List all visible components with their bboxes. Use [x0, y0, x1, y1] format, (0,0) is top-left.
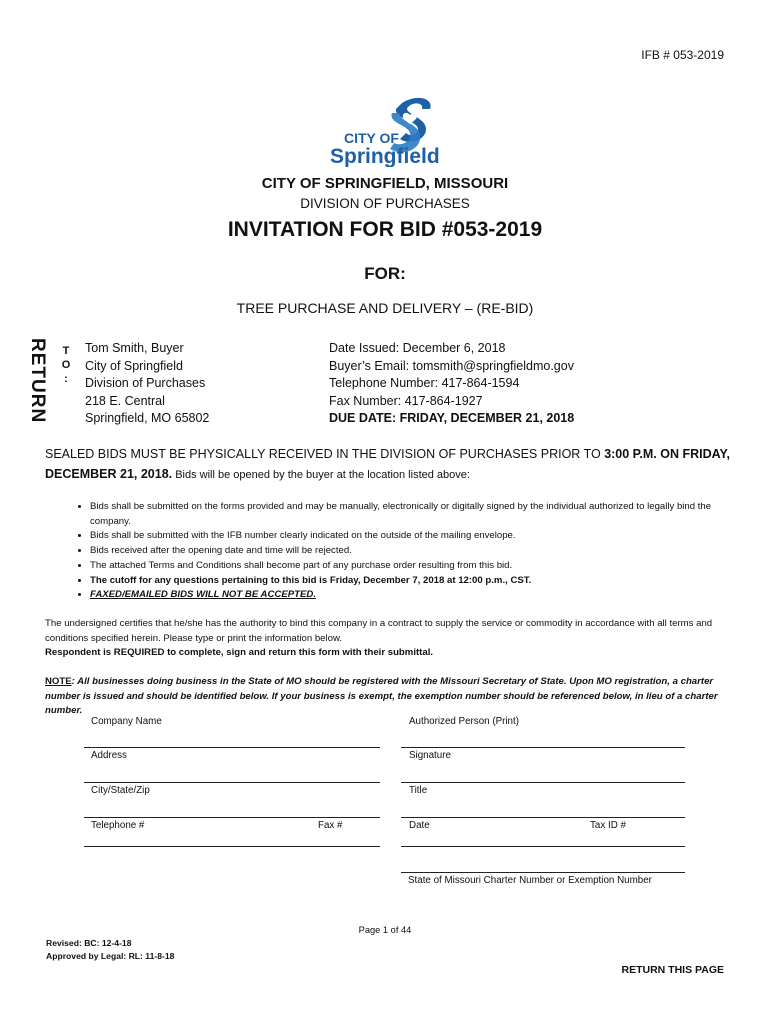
deadline: 3:00 P.M. ON FRIDAY, DECEMBER 21, 2018. [45, 447, 730, 481]
to-label: T O : [61, 345, 71, 385]
note-label: NOTE [45, 676, 72, 687]
address-label: Address [91, 750, 127, 761]
certification-text: The undersigned certifies that he/she has the authority to bind this company in a contract to supply the service or commodity in accordance with all terms and conditions specified herein. Please type or print the information below. Respondent is REQUIRED to complete, sign and return this form with their submittal. [45, 617, 735, 661]
required-notice: Respondent is REQUIRED to complete, sign and return this form with their submittal. [45, 647, 434, 658]
title-field[interactable] [401, 817, 685, 818]
city-of-springfield-logo [330, 95, 442, 167]
charter-number-field[interactable] [401, 872, 685, 873]
signature-field[interactable] [401, 782, 685, 783]
registration-note: NOTE: All businesses doing business in the State of MO should be registered with the Missouri Secretary of State. Upon MO registration, a charter number is issued and should be identified below. If your business is exempt, the exemption number should be referenced below, in lieu of a charter number. [45, 676, 718, 716]
list-item: • The cutoff for any questions pertaining to this bid is Friday, December 7, 2018 at 12:00 p.m., CST. [90, 574, 750, 589]
date-label: Date [409, 820, 430, 831]
logo-line2: Springfield [330, 145, 440, 167]
date-issued: Date Issued: December 6, 2018 [329, 341, 506, 355]
city-state-zip-label: City/State/Zip [91, 785, 150, 796]
bid-details [329, 340, 574, 428]
address-line: Springfield, MO 65802 [85, 411, 210, 425]
for-label: FOR: [364, 264, 406, 283]
return-this-page: RETURN THIS PAGE [621, 964, 724, 976]
list-item: • Bids received after the opening date and time will be rejected. [90, 544, 750, 559]
bid-instructions-list [60, 500, 750, 603]
address-line: 218 E. Central [85, 393, 165, 408]
city-state-zip-field[interactable] [84, 817, 380, 818]
fax-label: Fax # [318, 820, 343, 831]
due-date: DUE DATE: FRIDAY, DECEMBER 21, 2018 [329, 411, 575, 425]
tax-id-label: Tax ID # [590, 820, 626, 831]
return-address [85, 340, 209, 428]
address-line: Division of Purchases [85, 376, 206, 390]
telephone-number: Telephone Number: 417-864-1594 [329, 376, 520, 390]
ifb-number: IFB # 053-2019 [641, 48, 724, 62]
list-item: • Bids shall be submitted with the IFB number clearly indicated on the outside of the mailing envelope. [90, 529, 750, 544]
revision-info: Revised: BC: 12-4-18 Approved by Legal: RL: 11-8-18 [46, 938, 175, 961]
return-text: RETURN [27, 338, 48, 424]
title-label: Title [409, 785, 428, 796]
charter-number-label: State of Missouri Charter Number or Exemption Number [408, 875, 652, 886]
list-item: • The attached Terms and Conditions shall become part of any purchase order resulting from this bid. [90, 559, 750, 574]
address-line: Tom Smith, Buyer [85, 341, 184, 355]
authorized-person-label: Authorized Person (Print) [409, 716, 519, 727]
list-item: • Bids shall be submitted on the forms provided and may be manually, electronically or digitally signed by the individual authorized to legally bind the company. [90, 500, 750, 529]
address-line: City of Springfield [85, 358, 183, 373]
fax-number: Fax Number: 417-864-1927 [329, 393, 483, 408]
company-name-label: Company Name [91, 716, 162, 727]
company-name-field[interactable] [84, 747, 380, 748]
telephone-fax-field[interactable] [84, 846, 380, 847]
division-heading: DIVISION OF PURCHASES [300, 196, 470, 211]
signature-label: Signature [409, 750, 451, 761]
invitation-title: INVITATION FOR BID #053-2019 [227, 218, 543, 241]
authorized-person-field[interactable] [401, 747, 685, 748]
buyer-email: Buyer’s Email: tomsmith@springfieldmo.gov [329, 358, 574, 373]
date-tax-id-field[interactable] [401, 846, 685, 847]
logo-line1: CITY OF [344, 130, 399, 146]
page-number: Page 1 of 44 [358, 925, 412, 935]
bid-subject: TREE PURCHASE AND DELIVERY – (RE-BID) [236, 300, 534, 316]
sealed-bids-notice: SEALED BIDS MUST BE PHYSICALLY RECEIVED IN THE DIVISION OF PURCHASES PRIOR TO 3:00 P.M. ON FRIDAY, DECEMBER 21, 2018. Bids will be opened by the buyer at the location listed above: [45, 447, 730, 481]
telephone-label: Telephone # [91, 820, 145, 831]
city-heading: CITY OF SPRINGFIELD, MISSOURI [261, 175, 509, 192]
address-field[interactable] [84, 782, 380, 783]
list-item: • FAXED/EMAILED BIDS WILL NOT BE ACCEPTED. [90, 588, 750, 603]
